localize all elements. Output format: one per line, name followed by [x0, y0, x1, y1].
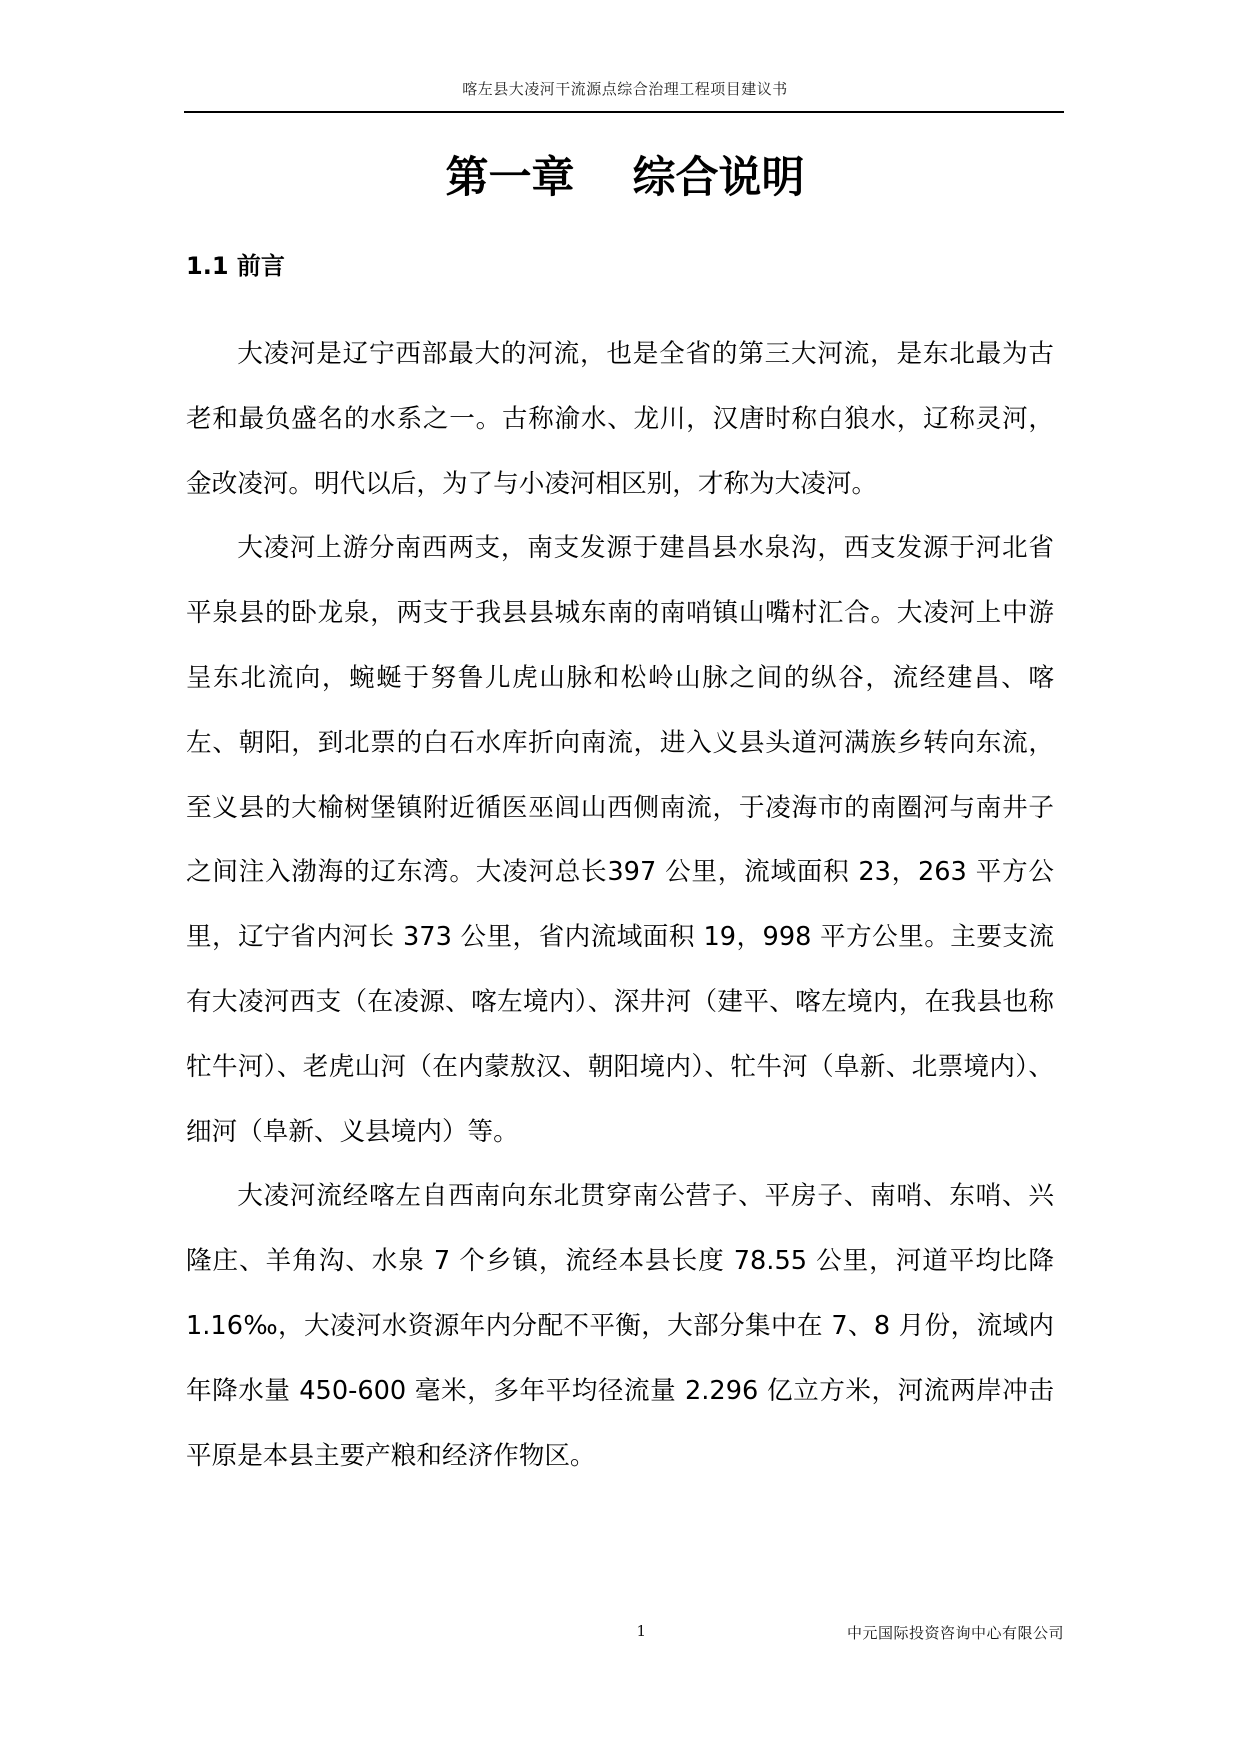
footer-organization: 中元国际投资咨询中心有限公司	[846, 1624, 1064, 1642]
body-text	[186, 322, 1054, 1488]
header-rule	[184, 111, 1064, 113]
running-header: 喀左县大凌河干流源点综合治理工程项目建议书	[462, 80, 788, 98]
chapter-title: 第一章 综合说明	[445, 153, 805, 203]
paragraph: 大凌河是辽宁西部最大的河流，也是全省的第三大河流，是东北最为古老和最负盛名的水系之一。古称渝水、龙川，汉唐时称白狼水，辽称灵河，金改凌河。明代以后，为了与小凌河相区别，才称为大凌河。	[186, 339, 1054, 499]
paragraph: 大凌河上游分南西两支，南支发源于建昌县水泉沟，西支发源于河北省平泉县的卧龙泉，两支于我县县城东南的南哨镇山嘴村汇合。大凌河上中游呈东北流向，蜿蜒于努鲁儿虎山脉和松岭山脉之间的纵谷，流经建昌、喀左、朝阳，到北票的白石水库折向南流，进入义县头道河满族乡转向东流，至义县的大榆树堡镇附近循医巫闾山西侧南流，于凌海市的南圈河与南井子之间注入渤海的辽东湾。大凌河总长397 公里，流域面积 23，263 平方公里，辽宁省内河长 373 公里，省内流域面积 19，998 平方公里。主要支流有大凌河西支（在凌源、喀左境内）、深井河（建平、喀左境内，在我县也称牤牛河）、老虎山河（在内蒙敖汉、朝阳境内）、牤牛河（阜新、北票境内）、细河（阜新、义县境内）等。	[186, 533, 1054, 1147]
page-footer	[186, 1622, 1064, 1646]
section-heading: 1.1 前言	[186, 252, 285, 280]
paragraph: 大凌河流经喀左自西南向东北贯穿南公营子、平房子、南哨、东哨、兴隆庄、羊角沟、水泉 7 个乡镇，流经本县长度 78.55 公里，河道平均比降 1.16‰，大凌河水资源年内分配不平衡，大部分集中在 7、8 月份，流域内年降水量 450-600 毫米，多年平均径流量 2.296 亿立方米，河流两岸冲击平原是本县主要产粮和经济作物区。	[186, 1181, 1054, 1471]
page-number: 1	[636, 1622, 646, 1640]
